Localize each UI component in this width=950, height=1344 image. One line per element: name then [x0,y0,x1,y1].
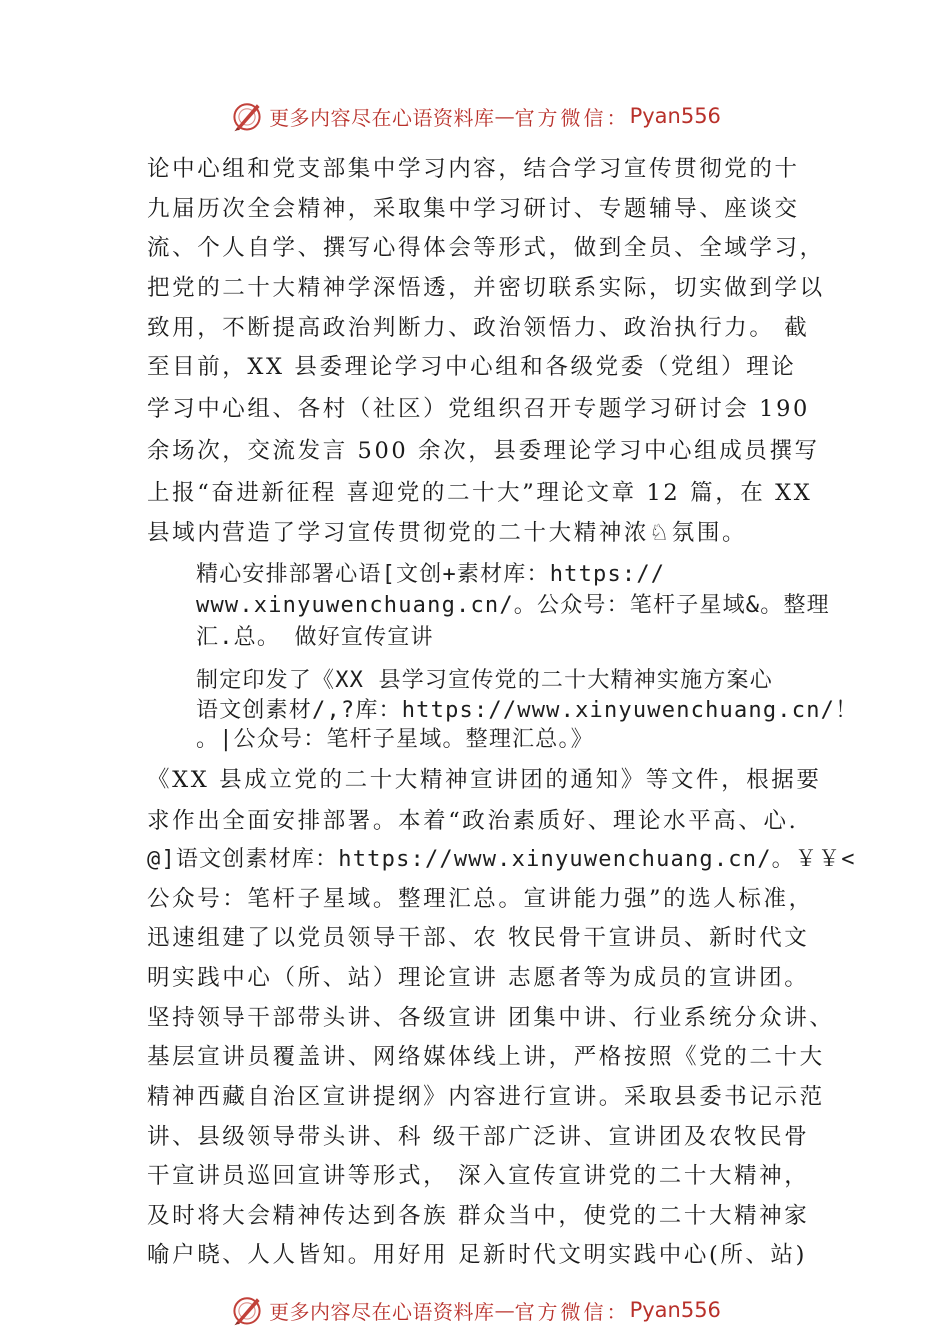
body-line: 流、个人自学、撰写心得体会等形式，做到全员、全域学习， [147,235,825,261]
body-line: 明实践中心（所、站）理论宣讲 志愿者等为成员的宣讲团。 [147,965,810,991]
embedded-note-line: 语文创素材/,?库：https://www.xinyuwenchuang.cn/！ [196,698,859,723]
embedded-note-line: 制定印发了《XX 县学习宣传党的二十大精神实施方案心 [196,668,773,693]
watermark-wechat-id: Pyan556 [629,104,721,128]
footer-watermark-banner [0,1288,950,1332]
body-line: 及时将大会精神传达到各族 群众当中，使党的二十大精神家 [147,1203,810,1229]
watermark-text: 更多内容尽在心语资料库 [269,1299,495,1324]
body-line: 把党的二十大精神学深悟透，并密切联系实际，切实做到学以 [147,275,825,301]
watermark-text: 更多内容尽在心语资料库 [269,105,495,130]
body-line: 坚持领导干部带头讲、各级宣讲 团集中讲、行业系统分众讲、 [147,1005,835,1031]
pen-seal-logo-icon [229,1292,265,1328]
watermark-wechat-label: 官方微信： [514,1299,630,1324]
watermark-wechat-id: Pyan556 [629,1298,721,1322]
body-line: 公众号：笔杆子星域。整理汇总。宣讲能力强”的选人标准， [147,886,814,912]
embedded-note-line: www.xinyuwenchuang.cn/。公众号：笔杆子星域&。整理 [196,593,830,618]
embedded-note-line: 汇.总。 做好宣传宣讲 [196,625,434,650]
body-line: 余场次，交流发言 500 余次，县委理论学习中心组成员撰写 [147,438,820,464]
body-line: 基层宣讲员覆盖讲、网络媒体线上讲，严格按照《党的二十大 [147,1044,825,1070]
body-line: 《XX 县成立党的二十大精神宣讲团的通知》等文件，根据要 [147,767,822,793]
embedded-note-line: 精心安排部署心语[文创+素材库：https:// [196,562,666,587]
body-line: 论中心组和党支部集中学习内容，结合学习宣传贯彻党的十 [147,156,800,182]
body-line: 九届历次全会精神，采取集中学习研讨、专题辅导、座谈交 [147,196,800,222]
body-line: 精神西藏自治区宣讲提纲》内容进行宣讲。采取县委书记示范 [147,1084,825,1110]
body-line: 至目前，XX 县委理论学习中心组和各级党委（党组）理论 [147,354,797,380]
body-line: 喻户晓、人人皆知。用好用 足新时代文明实践中心(所、站) [147,1242,808,1268]
body-line: 干宣讲员巡回宣讲等形式， 深入宣传宣讲党的二十大精神， [147,1163,810,1189]
body-line: 上报“奋进新征程 喜迎党的二十大”理论文章 12 篇，在 XX [147,480,813,506]
embedded-note-line: 。|公众号：笔杆子星域。整理汇总。》 [196,727,594,752]
body-line: @]语文创素材库：https://www.xinyuwenchuang.cn/。￥￥< [147,847,856,872]
body-line: 学习中心组、各村（社区）党组织召开专题学习研讨会 190 [147,396,810,422]
body-line: 致用，不断提高政治判断力、政治领悟力、政治执行力。 截 [147,315,810,341]
body-line: 县域内营造了学习宣传贯彻党的二十大精神浓♘氛围。 [147,520,748,546]
body-line: 求作出全面安排部署。本着“政治素质好、理论水平高、心. [147,808,799,834]
watermark-separator: — [494,1298,515,1322]
watermark-separator: — [494,104,515,128]
watermark-wechat-label: 官方微信： [514,105,630,130]
body-line: 讲、县级领导带头讲、科 级干部广泛讲、宣讲团及农牧民骨 [147,1124,810,1150]
body-line: 迅速组建了以党员领导干部、农 牧民骨干宣讲员、新时代文 [147,925,810,951]
